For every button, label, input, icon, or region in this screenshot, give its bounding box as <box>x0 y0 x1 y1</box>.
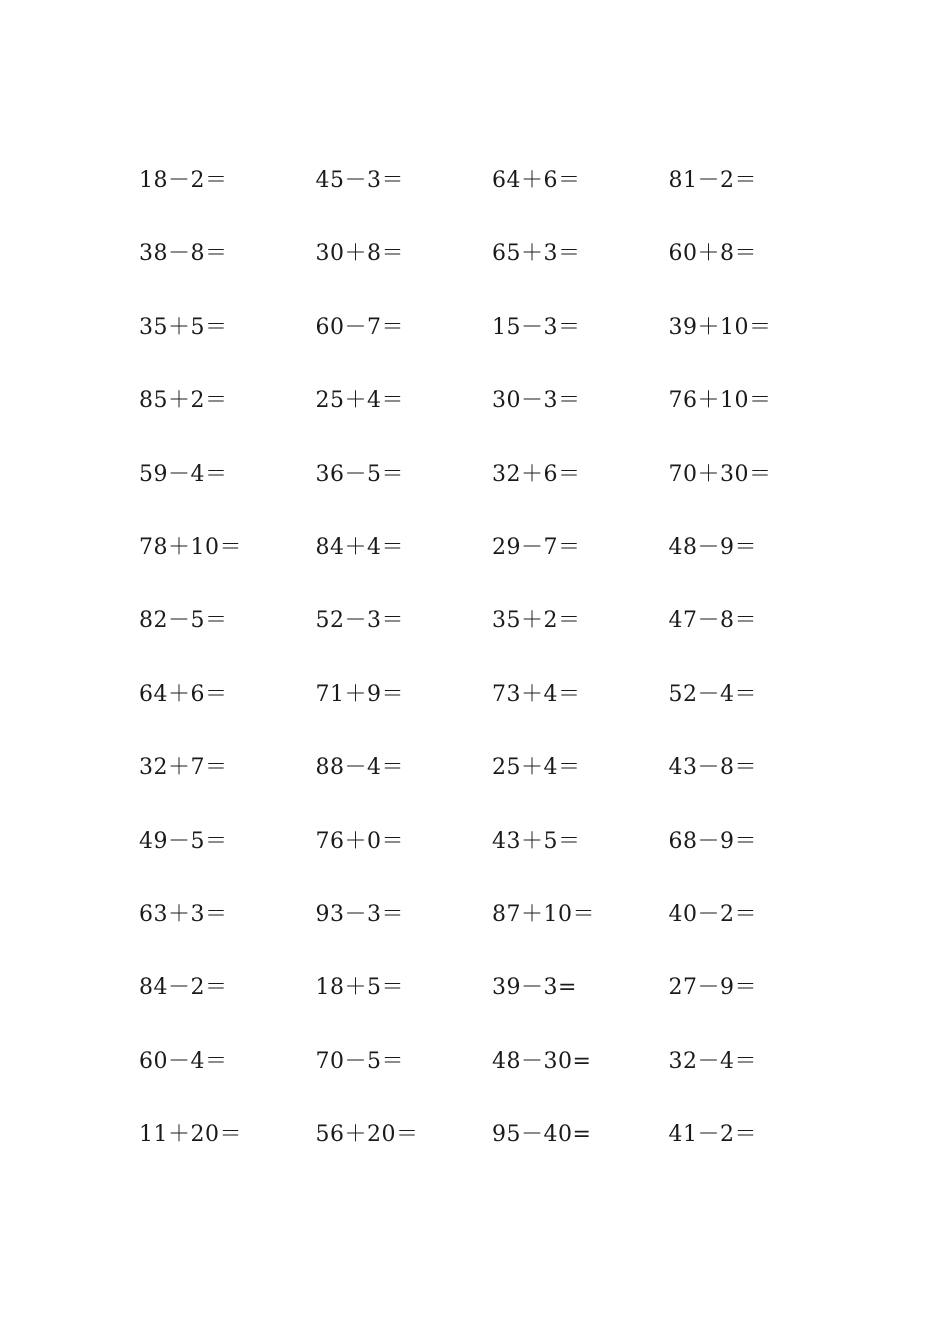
arithmetic-problem: 70＋30＝ <box>668 461 772 487</box>
arithmetic-problem: 25＋4＝ <box>492 755 581 781</box>
arithmetic-problem: 73＋4＝ <box>492 681 581 707</box>
arithmetic-problem: 39－3= <box>492 975 577 1001</box>
arithmetic-problem: 27－9＝ <box>668 975 757 1001</box>
arithmetic-problem: 52－3＝ <box>315 608 404 634</box>
arithmetic-problem: 43＋5＝ <box>492 828 581 854</box>
arithmetic-problem: 29－7＝ <box>492 534 581 560</box>
arithmetic-problem: 41－2＝ <box>668 1122 757 1148</box>
arithmetic-problem: 84＋4＝ <box>315 534 404 560</box>
arithmetic-problem: 70－5＝ <box>315 1048 404 1074</box>
arithmetic-problem: 45－3＝ <box>315 168 404 193</box>
arithmetic-problem: 36－5＝ <box>315 461 404 487</box>
arithmetic-problem: 35＋2＝ <box>492 608 581 634</box>
arithmetic-problem: 82－5＝ <box>139 608 228 634</box>
arithmetic-problem: 88－4＝ <box>315 755 404 781</box>
arithmetic-problem: 93－3＝ <box>315 901 404 927</box>
problem-grid <box>139 164 845 1191</box>
arithmetic-problem: 56＋20＝ <box>315 1122 419 1148</box>
arithmetic-problem: 25＋4＝ <box>315 388 404 414</box>
arithmetic-problem: 84－2＝ <box>139 975 228 1001</box>
arithmetic-problem: 71＋9＝ <box>315 681 404 707</box>
arithmetic-problem: 32－4＝ <box>668 1048 757 1074</box>
arithmetic-problem: 85＋2＝ <box>139 388 228 414</box>
arithmetic-problem: 81－2＝ <box>668 168 757 193</box>
arithmetic-problem: 64＋6＝ <box>492 168 581 193</box>
arithmetic-problem: 87＋10＝ <box>492 901 595 927</box>
arithmetic-problem: 68－9＝ <box>668 828 757 854</box>
arithmetic-problem: 95－40= <box>492 1122 592 1148</box>
arithmetic-problem: 60－7＝ <box>315 314 404 340</box>
arithmetic-problem: 32＋7＝ <box>139 755 228 781</box>
arithmetic-problem: 76＋10＝ <box>668 388 772 414</box>
arithmetic-problem: 15－3＝ <box>492 314 581 340</box>
arithmetic-problem: 32＋6＝ <box>492 461 581 487</box>
arithmetic-problem: 30－3＝ <box>492 388 581 414</box>
arithmetic-problem: 64＋6＝ <box>139 681 228 707</box>
arithmetic-problem: 78＋10＝ <box>139 534 242 560</box>
arithmetic-problem: 48－30= <box>492 1048 592 1074</box>
arithmetic-problem: 49－5＝ <box>139 828 228 854</box>
arithmetic-problem: 38－8＝ <box>139 241 228 267</box>
arithmetic-problem: 47－8＝ <box>668 608 757 634</box>
arithmetic-problem: 40－2＝ <box>668 901 757 927</box>
arithmetic-problem: 65＋3＝ <box>492 241 581 267</box>
arithmetic-problem: 30＋8＝ <box>315 241 404 267</box>
arithmetic-problem: 60－4＝ <box>139 1048 228 1074</box>
arithmetic-problem: 48－9＝ <box>668 534 757 560</box>
arithmetic-problem: 35＋5＝ <box>139 314 228 340</box>
arithmetic-problem: 18－2＝ <box>139 168 228 193</box>
arithmetic-problem: 59－4＝ <box>139 461 228 487</box>
arithmetic-problem: 76＋0＝ <box>315 828 404 854</box>
arithmetic-problem: 43－8＝ <box>668 755 757 781</box>
arithmetic-problem: 52－4＝ <box>668 681 757 707</box>
arithmetic-problem: 39＋10＝ <box>668 314 772 340</box>
arithmetic-problem: 18＋5＝ <box>315 975 404 1001</box>
arithmetic-problem: 60＋8＝ <box>668 241 757 267</box>
arithmetic-problem: 63＋3＝ <box>139 901 228 927</box>
arithmetic-problem: 11＋20＝ <box>139 1122 242 1148</box>
